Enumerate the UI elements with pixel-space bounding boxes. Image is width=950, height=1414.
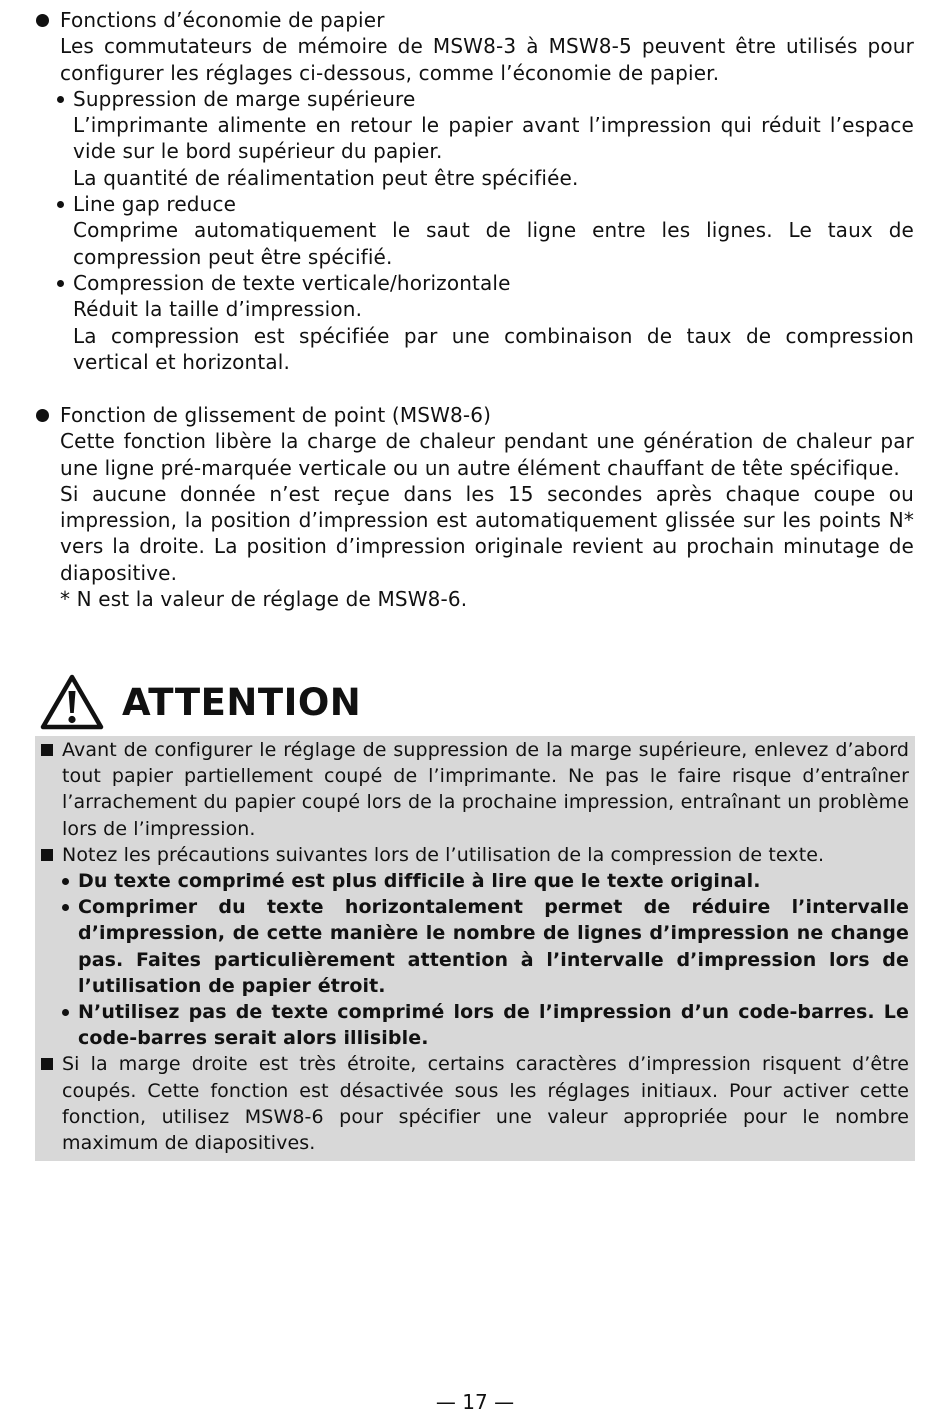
attention-text: Avant de configurer le réglage de suppression de la marge supérieure, enlevez d’abord tout papier partiellement coupé de l’imprimante. Ne pas le faire risque d’entraîner l’arrachement du papier coupé lors de la prochaine impression, entraînant un problème lors de l’impression.	[62, 739, 909, 840]
bullet-icon	[56, 270, 73, 296]
attention-item	[41, 737, 909, 842]
item-description: Comprime automatiquement le saut de ligne entre les lignes. Le taux de compression peut être spécifié.	[73, 218, 914, 269]
attention-text: Si la marge droite est très étroite, certains caractères d’impression risquent d’être coupés. Cette fonction est désactivée sous les réglages initiaux. Pour activer cette fonction, utilisez MSW8-6 pour spécifier une valeur appropriée pour le nombre maximum de diapositives.	[62, 1053, 909, 1155]
attention-subitem	[62, 999, 909, 1051]
item-title: Line gap reduce	[73, 192, 237, 217]
item-description: L’imprimante alimente en retour le papier avant l’impression qui réduit l’espace vide sur le bord supérieur du papier.	[73, 113, 914, 164]
paper-saving-block	[36, 7, 914, 375]
bullet-icon	[36, 7, 60, 33]
footnote: * N est la valeur de réglage de MSW8-6.	[60, 587, 468, 612]
paragraph: Si aucune donnée n’est reçue dans les 15 secondes après chaque coupe ou impression, la position d’impression est automatiquement glissée sur les points N* vers la droite. La position d’impression originale revient au prochain minutage de diapositive.	[60, 481, 914, 585]
attention-item	[41, 1051, 909, 1156]
item-description: La compression est spécifiée par une combinaison de taux de compression vertical et horizontal.	[73, 323, 914, 374]
attention-subitem	[62, 868, 909, 894]
bullet-icon	[56, 191, 73, 217]
item-title: Suppression de marge supérieure	[73, 86, 416, 111]
list-item	[56, 86, 914, 191]
attention-subitem-text: Comprimer du texte horizontalement permet de réduire l’intervalle d’impression, de cette manière le nombre de lignes d’impression ne change pas. Faites particulièrement attention à l’intervalle d’impression lors de l’utilisation de papier étroit.	[78, 896, 909, 997]
paragraph: Cette fonction libère la charge de chaleur pendant une génération de chaleur par une ligne pré-marquée verticale ou un autre élément chauffant de tête spécifique.	[60, 429, 914, 480]
square-bullet-icon	[41, 1051, 62, 1077]
bullet-icon	[62, 999, 78, 1025]
attention-box	[35, 736, 915, 1161]
bullet-icon	[62, 868, 78, 894]
list-item-body	[73, 86, 914, 191]
item-description: La quantité de réalimentation peut être spécifiée.	[73, 165, 579, 190]
square-bullet-icon	[41, 737, 62, 763]
list-item	[56, 191, 914, 270]
attention-header	[40, 672, 361, 732]
list-item-body	[73, 191, 914, 270]
attention-subitem-text: Du texte comprimé est plus difficile à lire que le texte original.	[78, 870, 761, 893]
item-description: Réduit la taille d’impression.	[73, 297, 363, 322]
attention-subitem-text: N’utilisez pas de texte comprimé lors de l’impression d’un code-barres. Le code-barres serait alors illisible.	[78, 1001, 909, 1050]
attention-subitem	[62, 894, 909, 999]
item-title: Compression de texte verticale/horizontale	[73, 270, 511, 295]
paper-saving-section	[36, 7, 914, 375]
page-number: — 17 —	[435, 1390, 515, 1414]
bullet-icon	[62, 894, 78, 920]
section-heading: Fonction de glissement de point (MSW8-6)	[60, 403, 492, 427]
attention-title: ATTENTION	[122, 680, 362, 724]
bullet-icon	[36, 402, 60, 428]
dot-shift-block	[36, 402, 914, 612]
dot-shift-body	[60, 402, 914, 612]
warning-triangle-icon	[40, 673, 104, 731]
section-heading: Fonctions d’économie de papier	[60, 8, 385, 32]
attention-item	[41, 842, 909, 868]
dot-shift-section	[36, 402, 914, 612]
paper-saving-body	[60, 7, 914, 375]
attention-text: Notez les précautions suivantes lors de l’utilisation de la compression de texte.	[62, 843, 825, 866]
square-bullet-icon	[41, 842, 62, 868]
list-item-body	[73, 270, 914, 375]
list-item	[56, 270, 914, 375]
bullet-icon	[56, 86, 73, 112]
section-intro: Les commutateurs de mémoire de MSW8-3 à MSW8-5 peuvent être utilisés pour configurer les réglages ci-dessous, comme l’économie de papier.	[60, 34, 914, 85]
